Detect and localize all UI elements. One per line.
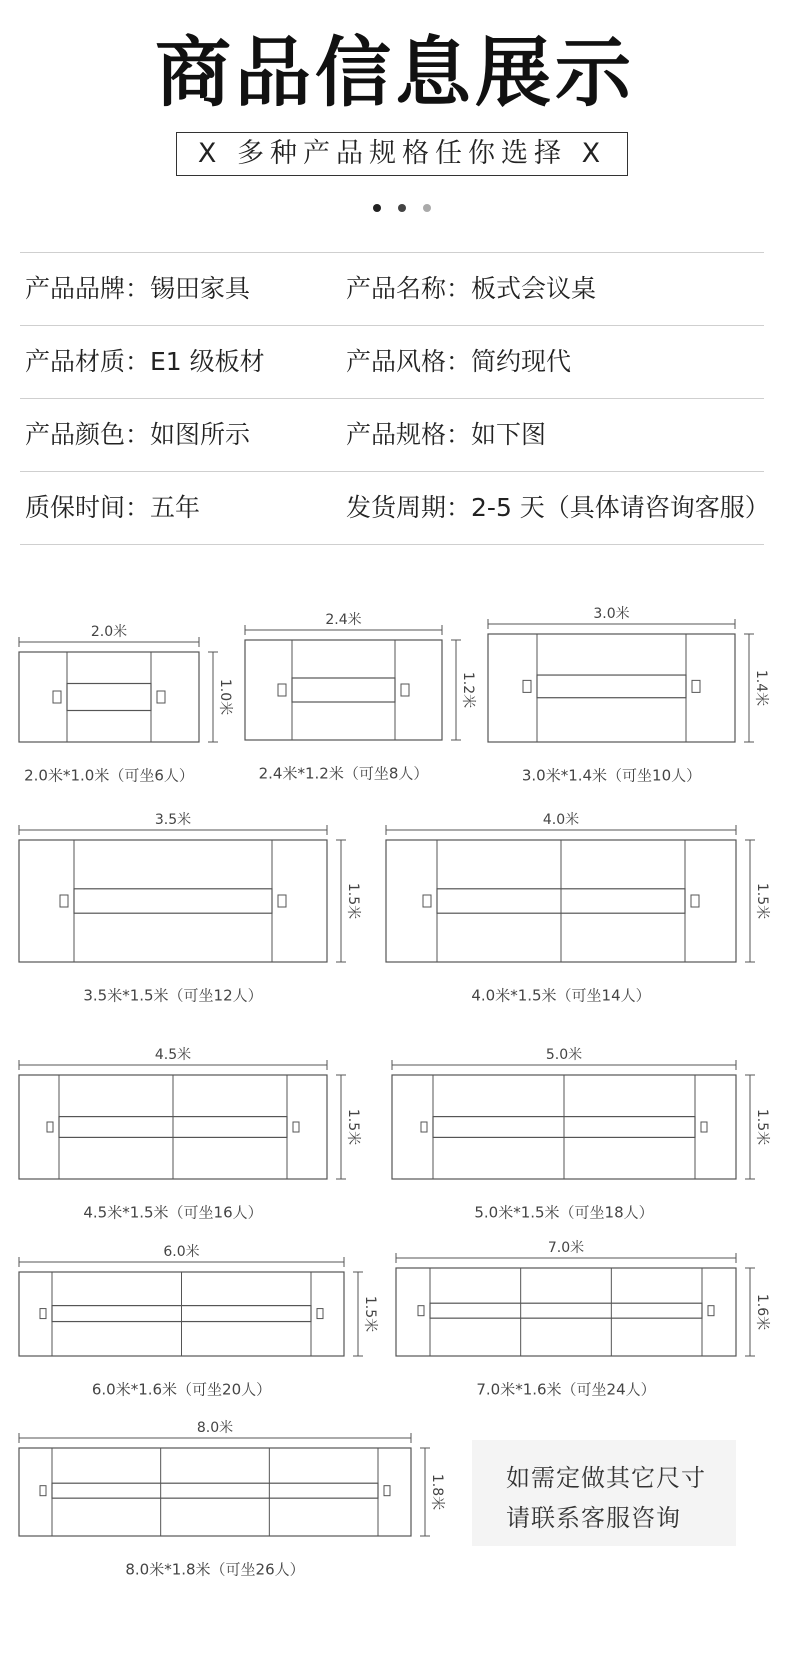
end-chair bbox=[401, 684, 409, 696]
depth-label: 1.5米 bbox=[345, 1108, 361, 1146]
spec-label: 产品材质： bbox=[25, 347, 151, 376]
table-caption: 3.5米*1.5米（可坐12人） bbox=[83, 986, 263, 1005]
table-outline bbox=[396, 1268, 736, 1356]
center-strip bbox=[52, 1483, 378, 1498]
width-label: 4.0米 bbox=[542, 812, 580, 828]
table-outline bbox=[245, 640, 442, 740]
table-outline bbox=[19, 1448, 411, 1536]
width-label: 8.0米 bbox=[196, 1420, 234, 1436]
spec-value: E1 级板材 bbox=[150, 347, 265, 376]
table-caption: 4.5米*1.5米（可坐16人） bbox=[83, 1203, 263, 1222]
end-chair bbox=[421, 1122, 427, 1132]
end-chair bbox=[47, 1122, 53, 1132]
spec-label: 产品名称： bbox=[346, 274, 472, 303]
depth-label: 1.0米 bbox=[217, 678, 233, 716]
depth-label: 1.8米 bbox=[429, 1473, 445, 1511]
depth-label: 1.5米 bbox=[345, 882, 361, 920]
end-chair bbox=[40, 1486, 46, 1496]
width-label: 4.5米 bbox=[154, 1047, 192, 1063]
width-label: 5.0米 bbox=[545, 1047, 583, 1063]
depth-label: 1.6米 bbox=[754, 1293, 770, 1331]
end-chair bbox=[384, 1486, 390, 1496]
page-title: 商品信息展示 bbox=[155, 28, 635, 117]
spec-label: 产品颜色： bbox=[25, 420, 151, 449]
center-strip bbox=[67, 684, 151, 711]
spec-label: 产品风格： bbox=[346, 347, 472, 376]
end-chair bbox=[278, 684, 286, 696]
end-chair bbox=[157, 691, 165, 703]
table-outline bbox=[19, 652, 199, 742]
table-caption: 2.4米*1.2米（可坐8人） bbox=[258, 764, 429, 783]
table-outline bbox=[488, 634, 735, 742]
end-chair bbox=[60, 895, 68, 907]
width-label: 7.0米 bbox=[547, 1240, 585, 1256]
spec-value: 锡田家具 bbox=[150, 274, 251, 303]
spec-value: 2-5 天（具体请咨询客服） bbox=[471, 493, 770, 522]
center-strip bbox=[537, 675, 686, 698]
end-chair bbox=[40, 1309, 46, 1319]
end-chair bbox=[278, 895, 286, 907]
table-caption: 8.0米*1.8米（可坐26人） bbox=[125, 1560, 305, 1579]
spec-value: 如下图 bbox=[471, 420, 547, 449]
end-chair bbox=[423, 895, 431, 907]
table-caption: 3.0米*1.4米（可坐10人） bbox=[521, 766, 702, 785]
end-chair bbox=[708, 1306, 714, 1316]
spec-label: 产品规格： bbox=[346, 420, 472, 449]
depth-label: 1.2米 bbox=[460, 671, 476, 709]
note-line-1: 如需定做其它尺寸 bbox=[506, 1464, 706, 1492]
end-chair bbox=[701, 1122, 707, 1132]
end-chair bbox=[523, 680, 531, 692]
custom-size-note bbox=[472, 1440, 736, 1546]
spec-value: 简约现代 bbox=[471, 347, 572, 376]
center-strip bbox=[74, 889, 272, 913]
width-label: 2.4米 bbox=[325, 612, 362, 628]
spec-value: 如图所示 bbox=[150, 420, 251, 449]
spec-label: 质保时间： bbox=[25, 493, 151, 522]
center-strip bbox=[292, 678, 395, 702]
width-label: 3.0米 bbox=[593, 606, 630, 622]
end-chair bbox=[317, 1309, 323, 1319]
end-chair bbox=[691, 895, 699, 907]
center-strip bbox=[430, 1303, 702, 1318]
width-label: 3.5米 bbox=[154, 812, 192, 828]
spec-label: 产品品牌： bbox=[25, 274, 151, 303]
depth-label: 1.5米 bbox=[754, 882, 770, 920]
width-label: 6.0米 bbox=[163, 1244, 200, 1260]
spec-label: 发货周期： bbox=[346, 493, 472, 522]
table-outline bbox=[19, 840, 327, 962]
note-line-2: 请联系客服咨询 bbox=[506, 1504, 681, 1532]
end-chair bbox=[692, 680, 700, 692]
depth-label: 1.5米 bbox=[754, 1108, 770, 1146]
table-caption: 4.0米*1.5米（可坐14人） bbox=[471, 986, 651, 1005]
depth-label: 1.5米 bbox=[362, 1295, 378, 1333]
end-chair bbox=[53, 691, 61, 703]
spec-value: 板式会议桌 bbox=[471, 274, 597, 303]
table-caption: 2.0米*1.0米（可坐6人） bbox=[24, 766, 194, 785]
spec-value: 五年 bbox=[150, 493, 201, 522]
end-chair bbox=[293, 1122, 299, 1132]
depth-label: 1.4米 bbox=[753, 669, 769, 707]
table-caption: 7.0米*1.6米（可坐24人） bbox=[476, 1380, 656, 1399]
table-caption: 6.0米*1.6米（可坐20人） bbox=[91, 1380, 272, 1399]
end-chair bbox=[418, 1306, 424, 1316]
table-caption: 5.0米*1.5米（可坐18人） bbox=[474, 1203, 654, 1222]
subtitle-banner: X 多种产品规格任你选择 X bbox=[176, 132, 628, 176]
width-label: 2.0米 bbox=[90, 624, 128, 640]
